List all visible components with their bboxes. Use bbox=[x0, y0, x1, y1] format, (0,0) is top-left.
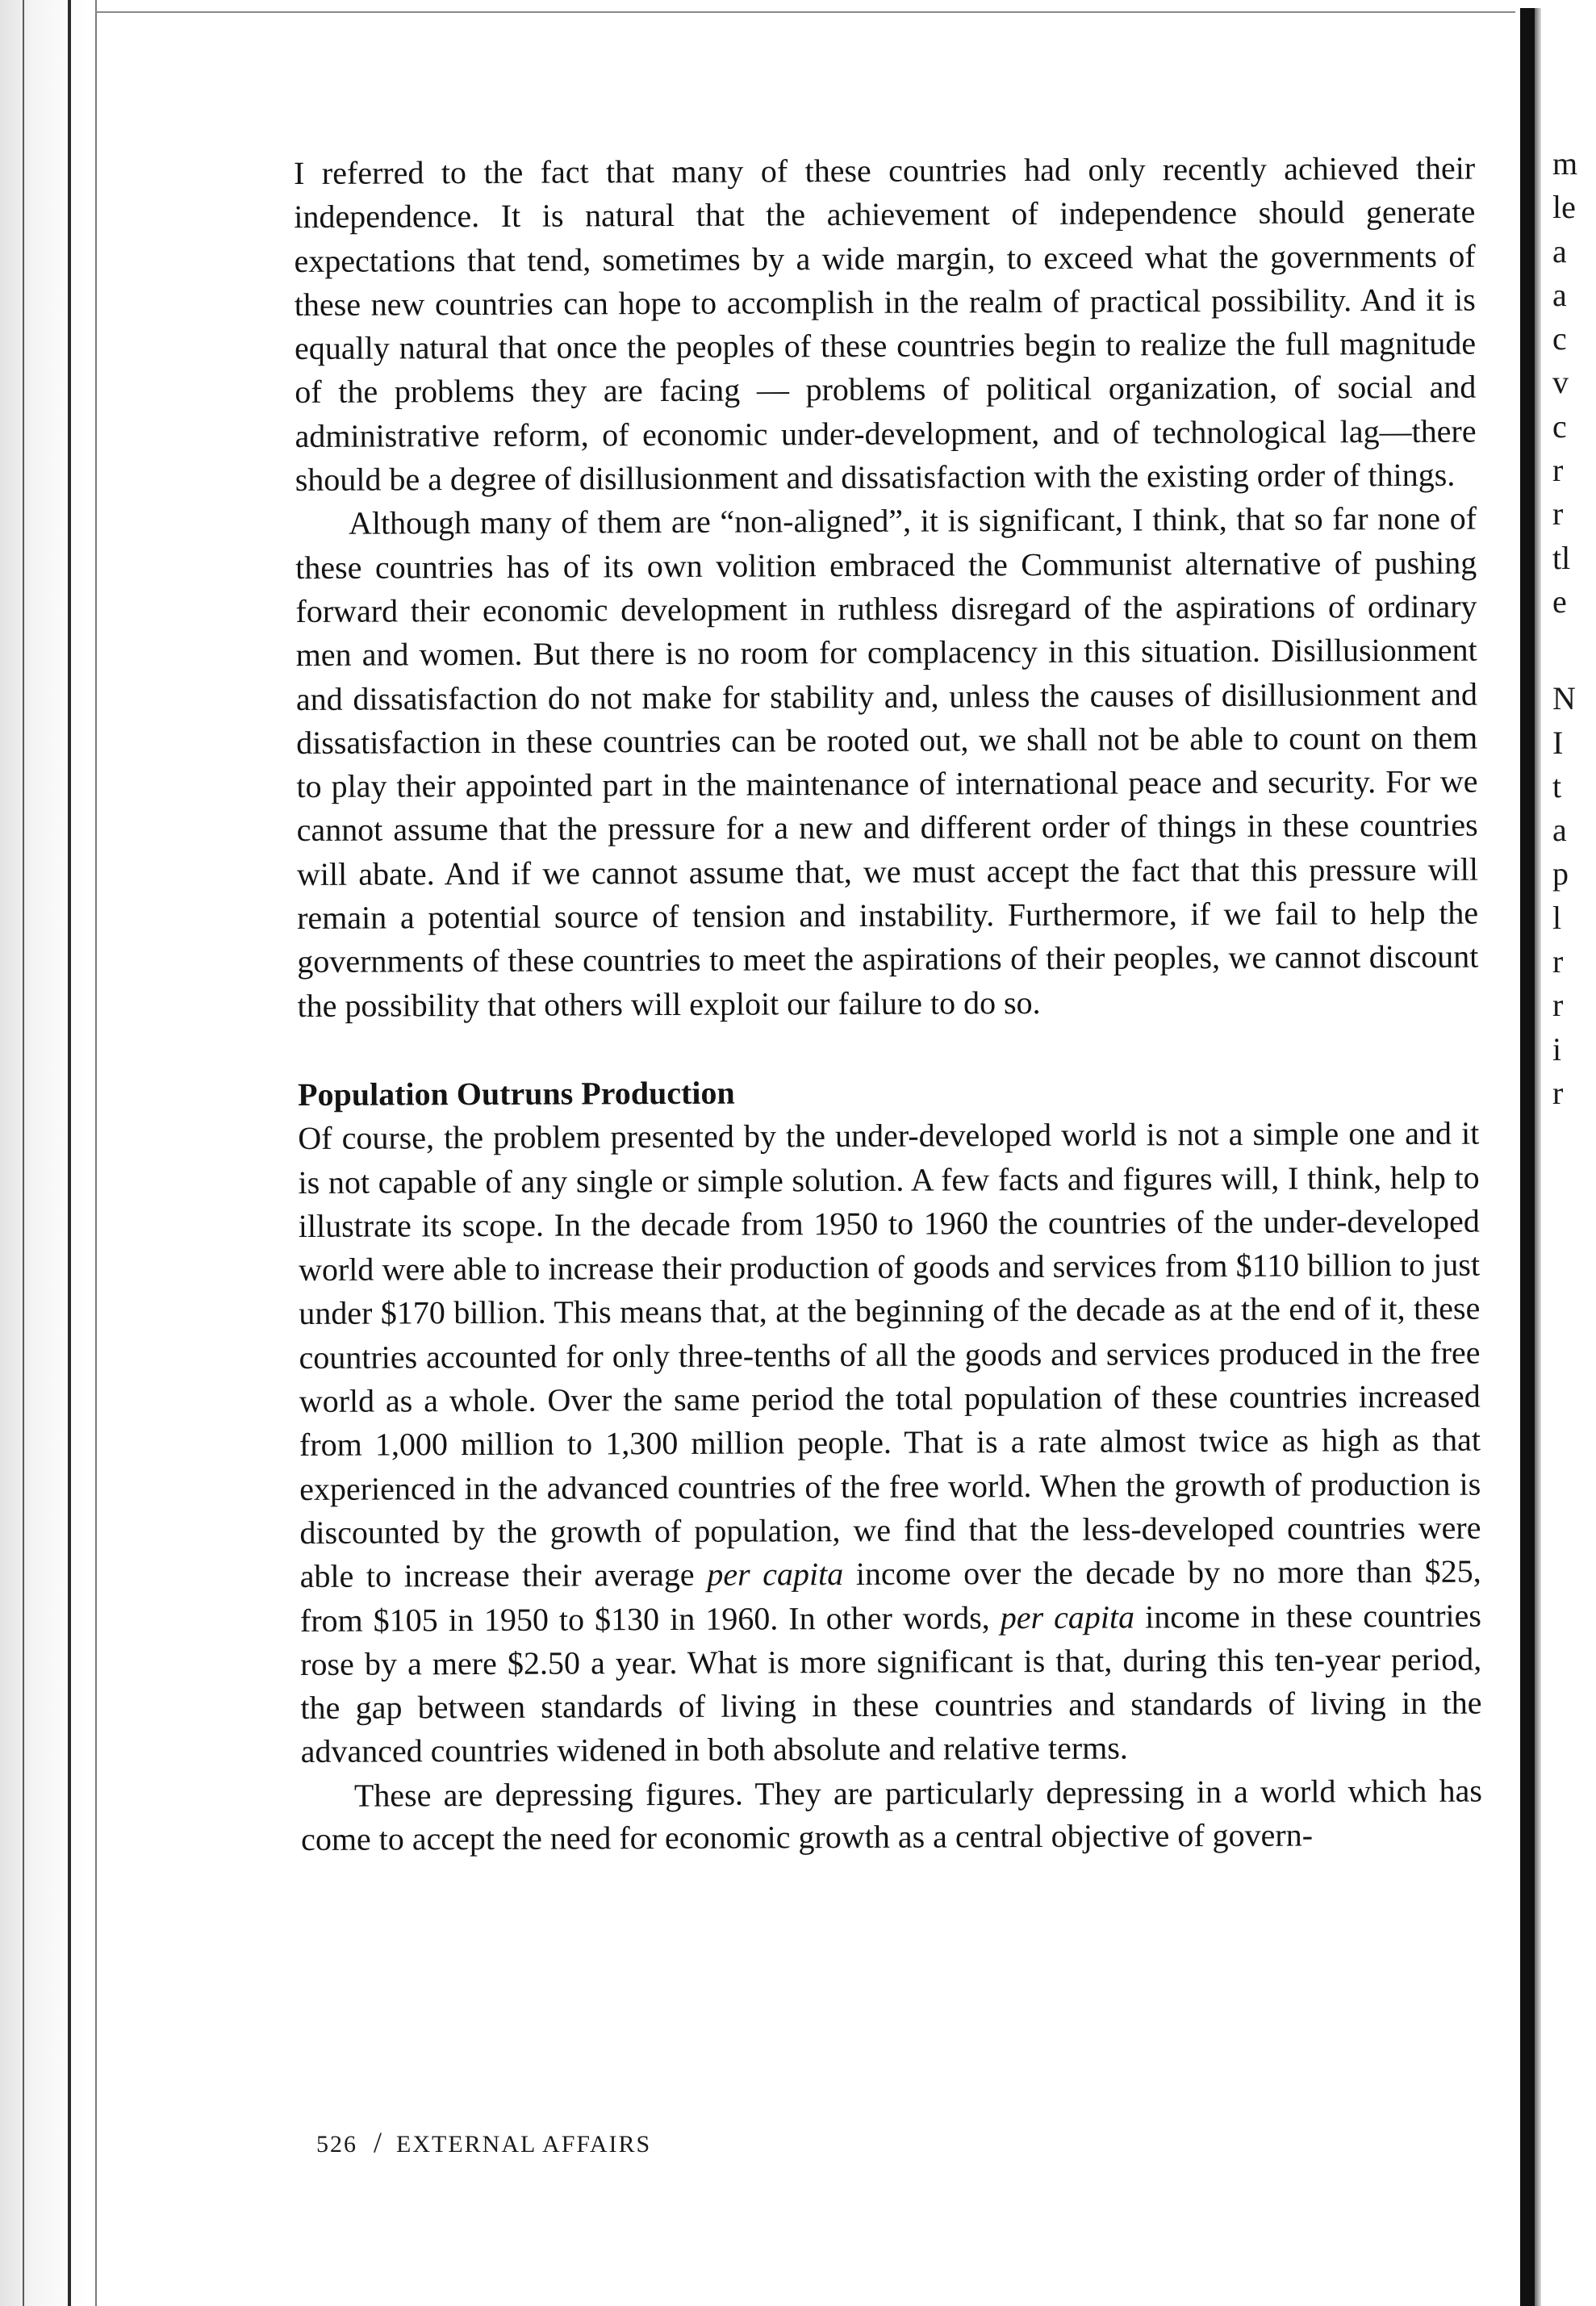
margin-fragment: a bbox=[1552, 276, 1567, 313]
paragraph-text: Of course, the problem presented by the under-developed world is not a simple one and it is not capable of any single or simple solution. A few facts and figures will, I think, help to illustrate its scope. In the decade from 1950 to 1960 the countries of the under-developed world were able to increase their production of goods and services from $110 billion to just under $170 billion. This means that, at the beginning of the decade as at the end of it, these countries accounted for only three-tenths of all the goods and services produced in the free world as a whole. Over the same period the total population of these countries increased from 1,000 million to 1,300 million people. That is a rate almost twice as high as that experienced in the advanced countries of the free world. When the growth of production is discounted by the growth of population, we find that the less-developed countries were able to increase their average bbox=[298, 1114, 1481, 1595]
margin-fragment: v bbox=[1552, 364, 1569, 401]
italic-term: per capita bbox=[707, 1556, 844, 1593]
margin-fragment: tl bbox=[1552, 539, 1571, 576]
margin-fragment bbox=[1552, 624, 1596, 677]
margin-fragment: m bbox=[1552, 145, 1578, 182]
body-paragraph: These are depressing figures. They are particularly depressing in a world which has come to accept the need for economic growth as a central objective of govern- bbox=[301, 1772, 1482, 1857]
margin-fragment: a bbox=[1552, 232, 1567, 269]
page-top-edge bbox=[95, 11, 1515, 13]
article-body bbox=[294, 147, 1482, 1862]
paragraph-text: income in these countries rose by a mere $2.50 a year. What is more significant is that, during this ten-year period, the gap between standards of living in these countries and standards of living in the advanced countries widened in both absolute and relative terms. bbox=[300, 1597, 1482, 1770]
binding-shadow-line bbox=[68, 0, 71, 2306]
right-page-fold-shadow bbox=[1520, 8, 1535, 2306]
margin-fragment: e bbox=[1552, 583, 1567, 620]
paragraph-text: income over the decade by no more than $25, from $105 in 1950 to $130 in 1960. In other words, bbox=[299, 1552, 1481, 1639]
margin-fragment: r bbox=[1552, 943, 1564, 980]
margin-fragment: c bbox=[1552, 320, 1567, 357]
page-edge-line bbox=[95, 0, 97, 2306]
binding-shadow-line bbox=[23, 0, 24, 2306]
body-paragraph bbox=[298, 1112, 1482, 1774]
page-footer bbox=[316, 2125, 651, 2159]
margin-fragment: r bbox=[1552, 1074, 1564, 1111]
margin-fragment: l bbox=[1552, 899, 1562, 936]
margin-fragment: N bbox=[1552, 680, 1576, 717]
adjacent-page-margin-fragments bbox=[1552, 142, 1596, 1115]
margin-fragment: p bbox=[1552, 855, 1569, 892]
margin-fragment: r bbox=[1552, 495, 1564, 533]
footer-separator: / bbox=[374, 2126, 384, 2158]
margin-fragment: r bbox=[1552, 987, 1564, 1024]
section-heading: Population Outruns Production bbox=[298, 1074, 735, 1113]
body-paragraph: I referred to the fact that many of these countries had only recently achieved their independence. It is natural that the achievement of independence should generate expectations that tend, sometimes by a wide margin, to exceed what the governments of these new countries can hope to accomplish in the realm of practical possibility. And it is equally natural that once the peoples of these countries begin to realize the full magnitude of the problems they are facing — problems of political organization, of social and administrative reform, of economic under-development, and of technological lag—there should be a degree of disillusionment and dissatisfaction with the existing order of things. bbox=[294, 149, 1477, 499]
margin-fragment: t bbox=[1552, 767, 1562, 804]
margin-fragment: I bbox=[1552, 724, 1564, 761]
margin-fragment: le bbox=[1552, 189, 1576, 226]
margin-fragment: i bbox=[1552, 1030, 1562, 1067]
italic-term: per capita bbox=[1000, 1598, 1135, 1636]
page-binding-gutter bbox=[0, 0, 89, 2306]
right-page-fold-shade bbox=[1535, 8, 1541, 2306]
margin-fragment: r bbox=[1552, 452, 1564, 489]
body-paragraph: Although many of them are “non-aligned”, it is significant, I think, that so far none of these countries has of its own volition embraced the Communist alternative of pushing forward their economic development in ruthless disregard of the aspirations of ordinary men and women. But there is no room for complacency in this situation. Disillusionment and dissatisfaction do not make for stability and, unless the causes of disillusionment and dissatisfaction in these countries can be rooted out, we shall not be able to count on them to play their appointed part in the maintenance of international peace and security. For we cannot assume that the pressure for a new and different order of things in these countries will abate. And if we cannot assume that, we must accept the fact that this pressure will remain a potential source of tension and instability. Furthermore, if we fail to help the governments of these countries to meet the aspirations of their peoples, we cannot discount the possibility that others will exploit our failure to do so. bbox=[295, 499, 1479, 1024]
page-number: 526 bbox=[316, 2131, 357, 2158]
margin-fragment: a bbox=[1552, 812, 1567, 849]
publication-name: EXTERNAL AFFAIRS bbox=[396, 2131, 652, 2158]
margin-fragment: c bbox=[1552, 407, 1567, 445]
